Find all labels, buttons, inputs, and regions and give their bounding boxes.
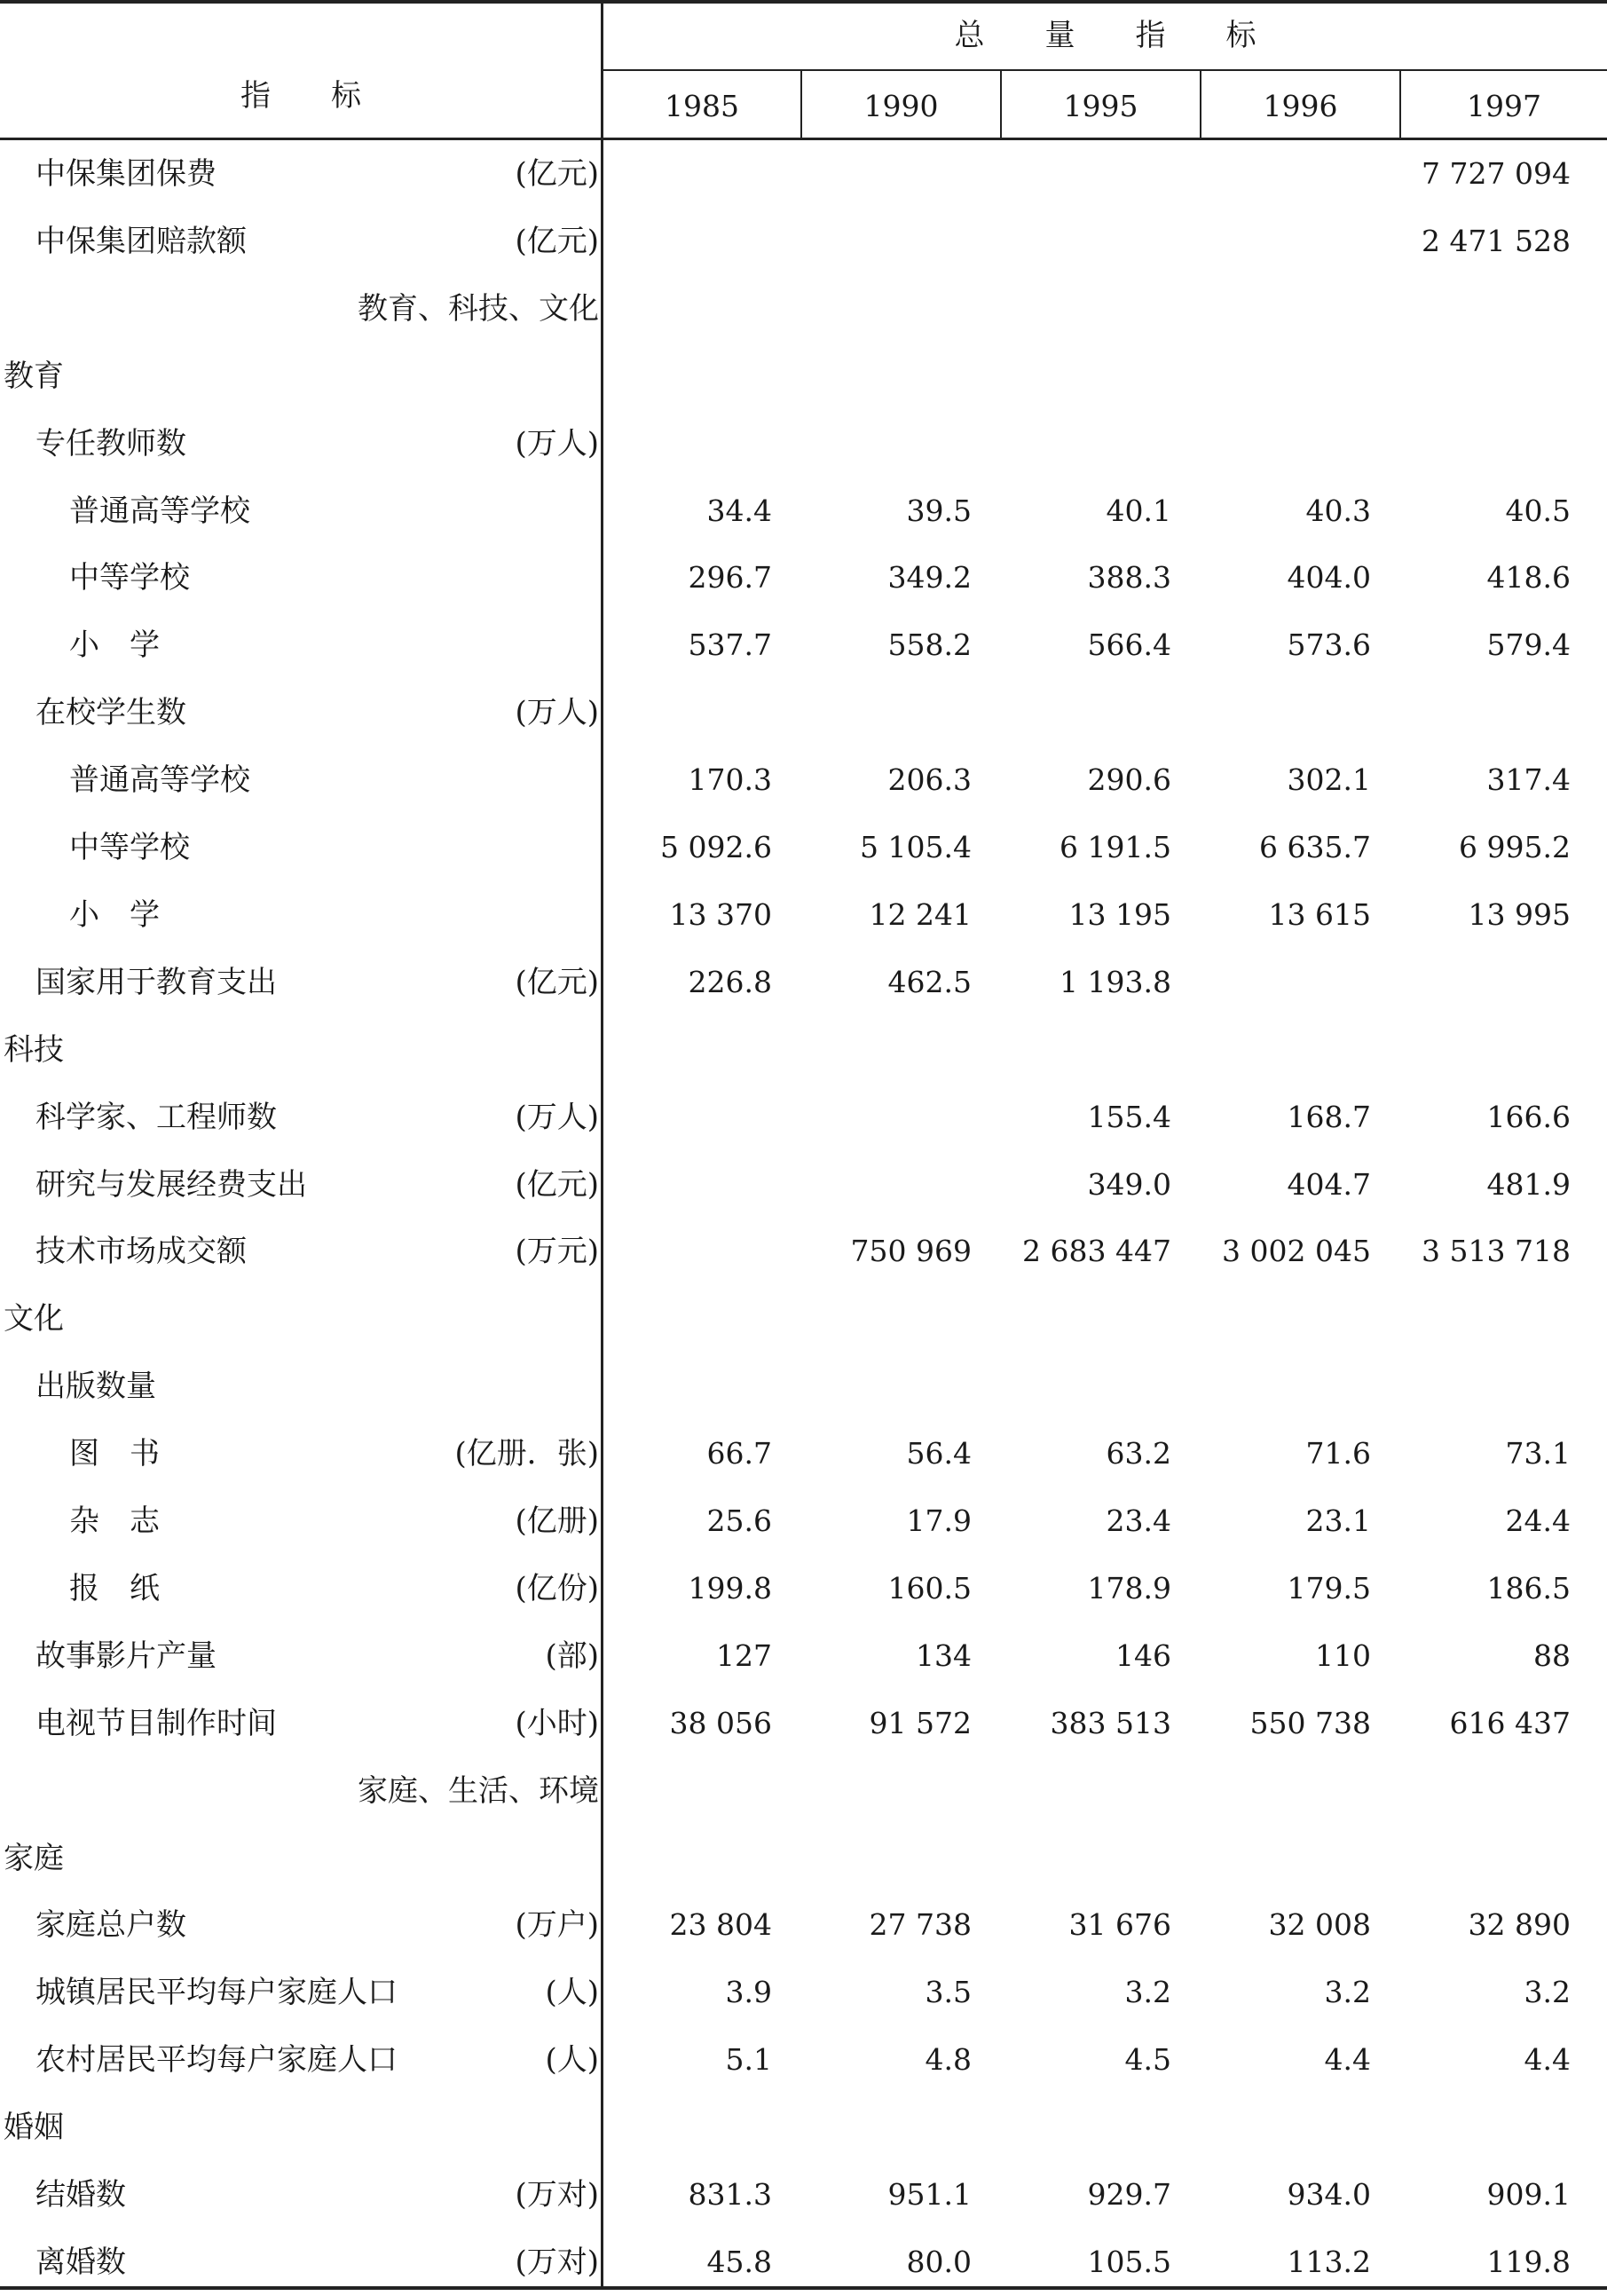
- value-cell-1985: 13 370: [669, 896, 772, 932]
- indicator-label: 图 书: [69, 1436, 160, 1472]
- value-cell-1995: 4.5: [1124, 2042, 1171, 2078]
- table-row: [0, 611, 1607, 679]
- group-row: [0, 1825, 1607, 1892]
- value-cell-1997: 40.5: [1505, 493, 1571, 528]
- indicator-label: 中保集团赔款额: [35, 223, 247, 259]
- indicator-label: 国家用于教育支出: [35, 964, 277, 1000]
- group-row: [0, 1016, 1607, 1084]
- unit-label: (万户): [515, 1907, 599, 1944]
- unit-label: (亿元): [515, 223, 599, 259]
- year-header-1996: 1996: [1263, 89, 1338, 123]
- year-header-1997: 1997: [1467, 89, 1541, 123]
- year-header-1990: 1990: [863, 89, 939, 123]
- table-row: [0, 679, 1607, 746]
- value-cell-1990: 160.5: [887, 1570, 972, 1606]
- value-cell-1996: 404.7: [1287, 1166, 1371, 1202]
- value-cell-1996: 6 635.7: [1259, 830, 1371, 864]
- table-row: [0, 1487, 1607, 1555]
- value-cell-1997: 6 995.2: [1459, 830, 1571, 864]
- value-cell-1995: 31 676: [1068, 1907, 1171, 1943]
- value-cell-1996: 3.2: [1324, 1975, 1371, 2010]
- value-cell-1990: 56.4: [906, 1436, 972, 1471]
- total-indicators-header: 总 量 指 标: [954, 18, 1256, 53]
- indicator-label: 小 学: [69, 627, 160, 664]
- value-cell-1995: 178.9: [1087, 1570, 1171, 1606]
- indicator-label: 出版数量: [35, 1369, 156, 1405]
- unit-label: (亿册．张): [454, 1436, 599, 1472]
- value-cell-1985: 199.8: [688, 1570, 772, 1606]
- value-cell-1997: 481.9: [1486, 1166, 1571, 1202]
- group-label: 婚姻: [4, 2110, 64, 2146]
- value-cell-1995: 6 191.5: [1060, 830, 1171, 864]
- value-cell-1985: 5.1: [725, 2042, 772, 2078]
- value-cell-1990: 17.9: [906, 1503, 972, 1538]
- section-title: 家庭、生活、环境: [358, 1772, 599, 1809]
- table-row: [0, 746, 1607, 814]
- unit-label: (万元): [515, 1234, 599, 1270]
- indicator-label: 在校学生数: [35, 695, 186, 731]
- value-cell-1997: 186.5: [1486, 1570, 1571, 1606]
- table-row: [0, 410, 1607, 477]
- table-row: [0, 881, 1607, 949]
- table-row: [0, 2026, 1607, 2094]
- indicator-label: 中等学校: [69, 830, 190, 865]
- value-cell-1997: 7 727 094: [1422, 156, 1571, 191]
- table-row: [0, 1959, 1607, 2026]
- top-border: [0, 0, 1607, 4]
- value-cell-1985: 831.3: [688, 2177, 772, 2212]
- value-cell-1997: 73.1: [1505, 1436, 1571, 1471]
- value-cell-1997: 2 471 528: [1422, 223, 1571, 258]
- unit-label: (万对): [515, 2177, 599, 2213]
- value-cell-1990: 3.5: [925, 1975, 972, 2010]
- value-cell-1996: 179.5: [1287, 1570, 1371, 1606]
- indicator-label: 中保集团保费: [35, 156, 217, 192]
- value-cell-1990: 349.2: [887, 560, 972, 596]
- unit-label: (万人): [515, 1099, 599, 1135]
- table-row: [0, 140, 1607, 208]
- value-cell-1997: 616 437: [1449, 1705, 1571, 1740]
- group-label: 科技: [4, 1031, 64, 1068]
- indicator-label: 专任教师数: [35, 425, 186, 462]
- unit-label: (万对): [515, 2244, 599, 2280]
- value-cell-1995: 383 513: [1050, 1705, 1171, 1740]
- section-row: [0, 275, 1607, 343]
- unit-label: (亿元): [515, 964, 599, 1000]
- value-cell-1996: 40.3: [1305, 493, 1371, 528]
- value-cell-1997: 166.6: [1486, 1099, 1571, 1134]
- value-cell-1997: 579.4: [1486, 627, 1571, 663]
- indicator-label: 普通高等学校: [69, 493, 250, 529]
- value-cell-1995: 146: [1115, 1637, 1171, 1673]
- value-cell-1985: 537.7: [688, 627, 772, 663]
- value-cell-1985: 45.8: [706, 2244, 772, 2279]
- indicator-label: 小 学: [69, 896, 160, 933]
- value-cell-1990: 91 572: [869, 1705, 972, 1740]
- value-cell-1996: 168.7: [1287, 1099, 1371, 1134]
- unit-label: (万人): [515, 425, 599, 462]
- value-cell-1990: 39.5: [906, 493, 972, 528]
- value-cell-1997: 119.8: [1486, 2244, 1571, 2279]
- indicator-header: 指 标: [240, 78, 361, 114]
- value-cell-1997: 88: [1533, 1637, 1571, 1673]
- value-cell-1996: 550 738: [1249, 1705, 1371, 1740]
- indicator-label: 研究与发展经费支出: [35, 1166, 307, 1203]
- value-cell-1995: 1 193.8: [1060, 964, 1171, 999]
- value-cell-1990: 206.3: [887, 762, 972, 798]
- value-cell-1985: 66.7: [706, 1436, 772, 1471]
- indicator-label: 家庭总户数: [35, 1907, 186, 1944]
- value-cell-1995: 290.6: [1087, 762, 1171, 798]
- value-cell-1990: 951.1: [887, 2177, 972, 2212]
- value-cell-1990: 4.8: [925, 2042, 972, 2078]
- value-cell-1997: 13 995: [1468, 896, 1571, 932]
- value-cell-1996: 302.1: [1287, 762, 1371, 798]
- value-cell-1990: 462.5: [887, 964, 972, 999]
- group-row: [0, 2094, 1607, 2161]
- value-cell-1985: 5 092.6: [660, 830, 772, 864]
- table-row: [0, 1891, 1607, 1959]
- indicator-label: 报 纸: [69, 1570, 160, 1606]
- table-row: [0, 1622, 1607, 1690]
- indicator-label: 电视节目制作时间: [35, 1705, 277, 1741]
- value-cell-1985: 34.4: [706, 493, 772, 528]
- value-cell-1990: 5 105.4: [860, 830, 972, 864]
- indicator-label: 离婚数: [35, 2244, 126, 2280]
- unit-label: (亿份): [515, 1570, 599, 1606]
- value-cell-1990: 80.0: [906, 2244, 972, 2279]
- value-cell-1985: 170.3: [688, 762, 772, 798]
- value-cell-1996: 573.6: [1287, 627, 1371, 663]
- value-cell-1997: 3.2: [1524, 1975, 1571, 2010]
- indicator-label: 故事影片产量: [35, 1637, 217, 1674]
- table-row: [0, 2229, 1607, 2296]
- value-cell-1990: 134: [916, 1637, 972, 1673]
- value-cell-1996: 934.0: [1287, 2177, 1371, 2212]
- value-cell-1997: 418.6: [1486, 560, 1571, 596]
- value-cell-1990: 558.2: [887, 627, 972, 663]
- value-cell-1996: 110: [1315, 1637, 1371, 1673]
- value-cell-1996: 3 002 045: [1222, 1234, 1371, 1269]
- group-label: 家庭: [4, 1840, 64, 1876]
- unit-label: (小时): [515, 1705, 599, 1741]
- value-cell-1985: 23 804: [669, 1907, 772, 1943]
- value-cell-1997: 24.4: [1505, 1503, 1571, 1538]
- table-row: [0, 1555, 1607, 1622]
- unit-label: (亿元): [515, 156, 599, 192]
- table-row: [0, 2161, 1607, 2229]
- value-cell-1995: 63.2: [1106, 1436, 1171, 1471]
- table-row: [0, 1353, 1607, 1420]
- indicator-label: 科学家、工程师数: [35, 1099, 277, 1135]
- value-cell-1997: 909.1: [1486, 2177, 1571, 2212]
- indicator-label: 普通高等学校: [69, 762, 250, 799]
- value-cell-1996: 4.4: [1324, 2042, 1371, 2078]
- section-title: 教育、科技、文化: [358, 290, 599, 327]
- value-cell-1996: 404.0: [1287, 560, 1371, 596]
- value-cell-1995: 388.3: [1087, 560, 1171, 596]
- value-cell-1995: 349.0: [1087, 1166, 1171, 1202]
- value-cell-1990: 750 969: [850, 1234, 972, 1269]
- value-cell-1997: 4.4: [1524, 2042, 1571, 2078]
- group-row: [0, 1285, 1607, 1353]
- table-row: [0, 1690, 1607, 1757]
- value-cell-1995: 2 683 447: [1022, 1234, 1171, 1269]
- section-row: [0, 1757, 1607, 1825]
- table-row: [0, 1420, 1607, 1487]
- indicator-label: 农村居民平均每户家庭人口: [35, 2042, 398, 2079]
- table-row: [0, 208, 1607, 275]
- group-label: 文化: [4, 1301, 64, 1337]
- table-row: [0, 1218, 1607, 1285]
- table-row: [0, 1084, 1607, 1151]
- value-cell-1996: 13 615: [1268, 896, 1371, 932]
- value-cell-1995: 40.1: [1106, 493, 1171, 528]
- value-cell-1996: 32 008: [1268, 1907, 1371, 1943]
- value-cell-1997: 32 890: [1468, 1907, 1571, 1943]
- header-group-divider: [602, 69, 1607, 71]
- value-cell-1995: 155.4: [1087, 1099, 1171, 1134]
- value-cell-1996: 23.1: [1305, 1503, 1371, 1538]
- value-cell-1995: 566.4: [1087, 627, 1171, 663]
- table-row: [0, 477, 1607, 545]
- unit-label: (亿册): [515, 1503, 599, 1539]
- value-cell-1996: 113.2: [1287, 2244, 1371, 2279]
- table-row: [0, 1151, 1607, 1219]
- value-cell-1985: 3.9: [725, 1975, 772, 2010]
- table-row: [0, 544, 1607, 611]
- value-cell-1996: 71.6: [1305, 1436, 1371, 1471]
- value-cell-1997: 317.4: [1486, 762, 1571, 798]
- group-row: [0, 343, 1607, 410]
- table-row: [0, 814, 1607, 881]
- value-cell-1985: 296.7: [688, 560, 772, 596]
- value-cell-1995: 3.2: [1124, 1975, 1171, 2010]
- year-header-1985: 1985: [665, 89, 739, 123]
- value-cell-1990: 27 738: [869, 1907, 972, 1943]
- value-cell-1985: 25.6: [706, 1503, 772, 1538]
- value-cell-1985: 38 056: [669, 1705, 772, 1740]
- value-cell-1997: 3 513 718: [1422, 1234, 1571, 1269]
- indicator-label: 城镇居民平均每户家庭人口: [35, 1975, 398, 2011]
- unit-label: (部): [545, 1637, 599, 1674]
- unit-label: (亿元): [515, 1166, 599, 1203]
- value-cell-1995: 23.4: [1106, 1503, 1171, 1538]
- value-cell-1985: 127: [716, 1637, 772, 1673]
- indicator-label: 结婚数: [35, 2177, 126, 2213]
- value-cell-1990: 12 241: [869, 896, 972, 932]
- value-cell-1985: 226.8: [688, 964, 772, 999]
- indicator-label: 中等学校: [69, 560, 190, 596]
- unit-label: (人): [545, 1975, 599, 2011]
- group-label: 教育: [4, 358, 64, 394]
- value-cell-1995: 929.7: [1087, 2177, 1171, 2212]
- indicator-label: 杂 志: [69, 1503, 160, 1539]
- unit-label: (万人): [515, 695, 599, 731]
- year-header-1995: 1995: [1063, 89, 1138, 123]
- table-row: [0, 949, 1607, 1016]
- value-cell-1995: 105.5: [1087, 2244, 1171, 2279]
- unit-label: (人): [545, 2042, 599, 2079]
- indicator-label: 技术市场成交额: [35, 1234, 247, 1270]
- value-cell-1995: 13 195: [1068, 896, 1171, 932]
